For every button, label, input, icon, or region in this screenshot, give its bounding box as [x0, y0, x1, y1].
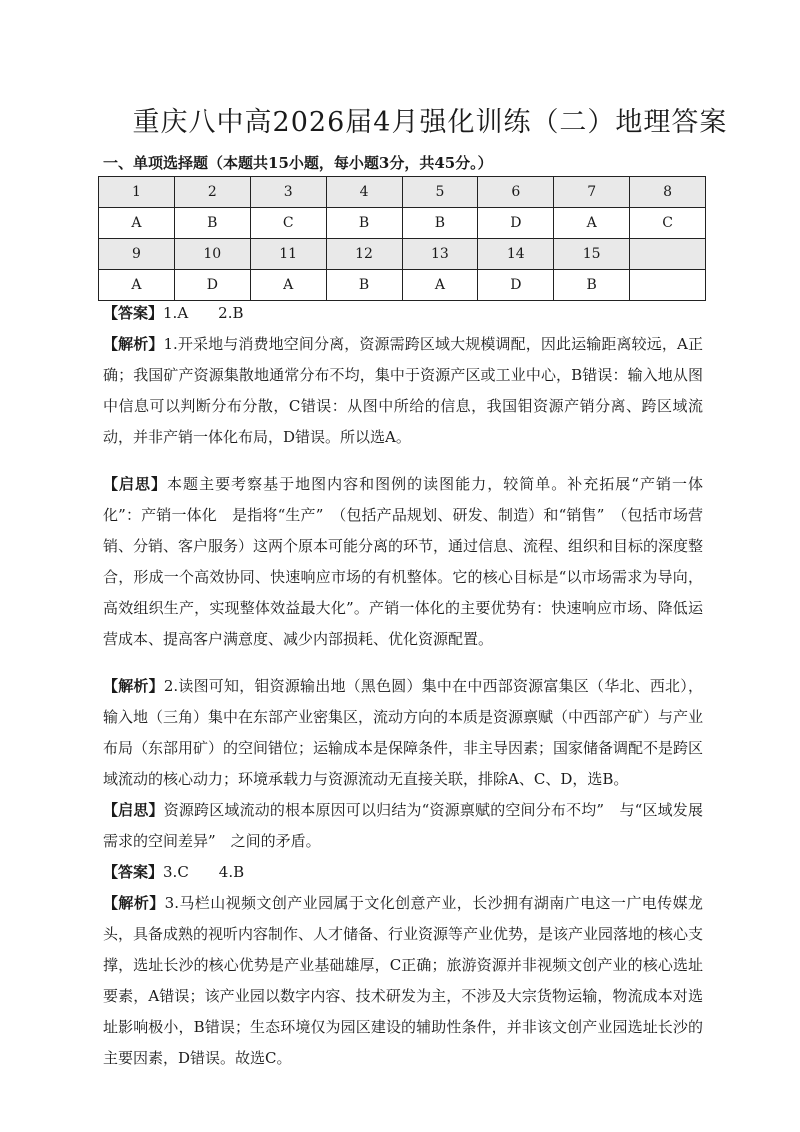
analysis-text: 1.开采地与消费地空间分离，资源需跨区域大规模调配，因此运输距离较远，A正确；我国矿产资源集散地通常分布不均，集中于资源产区或工业中心，B错误：输入地从图中信息可以判断分布分散，C错误：从图中所给的信息，我国钼资源产销分离、跨区域流动，并非产销一体化布局，D错误。所以选A。 — [103, 335, 703, 446]
answer-cell: B — [326, 208, 402, 239]
answer-cell — [630, 270, 706, 301]
answer-text: 3.C 4.B — [163, 863, 245, 881]
answer-cell: B — [554, 270, 630, 301]
answer-table-number-row — [99, 177, 706, 208]
insight-text: 资源跨区域流动的根本原因可以归结为“资源禀赋的空间分布不均” 与“区域发展需求的空间差异” 之间的矛盾。 — [103, 801, 703, 850]
question-number: 9 — [99, 239, 175, 270]
answer-table-answer-row — [99, 270, 706, 301]
question-number: 1 — [99, 177, 175, 208]
insight-paragraph — [103, 469, 703, 655]
analysis-tag: 【解析】 — [103, 894, 165, 912]
question-number: 7 — [554, 177, 630, 208]
question-number: 13 — [402, 239, 478, 270]
section-heading: 一、单项选择题（本题共15小题，每小题3分，共45分。） — [103, 154, 493, 172]
analysis-tag: 【解析】 — [103, 335, 164, 353]
answer-cell: A — [554, 208, 630, 239]
answer-table-number-row — [99, 239, 706, 270]
question-number — [630, 239, 706, 270]
answer-cell: B — [174, 208, 250, 239]
analysis-paragraph — [103, 888, 703, 1074]
answer-line — [103, 857, 703, 888]
analysis-tag: 【解析】 — [103, 677, 164, 695]
insight-paragraph — [103, 795, 703, 857]
answer-text: 1.A 2.B — [163, 304, 244, 322]
answer-line — [103, 298, 703, 329]
answer-cell: A — [250, 270, 326, 301]
answer-cell: C — [630, 208, 706, 239]
answer-cell: A — [99, 270, 175, 301]
question-number: 10 — [174, 239, 250, 270]
question-number: 8 — [630, 177, 706, 208]
answer-cell: D — [478, 208, 554, 239]
answer-cell: D — [174, 270, 250, 301]
answer-table-answer-row — [99, 208, 706, 239]
answer-tag: 【答案】 — [103, 304, 164, 322]
answer-cell: C — [250, 208, 326, 239]
answer-cell: A — [402, 270, 478, 301]
answer-tag: 【答案】 — [103, 863, 164, 881]
question-number: 2 — [174, 177, 250, 208]
insight-tag: 【启思】 — [103, 801, 164, 819]
question-number: 6 — [478, 177, 554, 208]
question-number: 11 — [250, 239, 326, 270]
question-number: 3 — [250, 177, 326, 208]
question-number: 12 — [326, 239, 402, 270]
answer-cell: A — [99, 208, 175, 239]
analysis-paragraph — [103, 671, 703, 795]
answer-body — [103, 298, 703, 1074]
analysis-text: 2.读图可知，钼资源输出地（黑色圆）集中在中西部资源富集区（华北、西北），输入地（三角）集中在东部产业密集区，流动方向的本质是资源禀赋（中西部产矿）与产业布局（东部用矿）的空间错位；运输成本是保障条件，非主导因素；国家储备调配不是跨区域流动的核心动力；环境承载力与资源流动无直接关联，排除A、C、D，选B。 — [103, 677, 704, 788]
question-number: 15 — [554, 239, 630, 270]
insight-text: 本题主要考察基于地图内容和图例的读图能力，较简单。补充拓展“产销一体化”：产销一体化 是指将“生产” （包括产品规划、研发、制造）和“销售” （包括市场营销、分销、客户服务）这两个原本可能分离的环节，通过信息、流程、组织和目标的深度整合，形成一个高效协同、快速响应市场的有机整体。它的核心目标是“以市场需求为导向，高效组织生产，实现整体效益最大化”。产销一体化的主要优势有：快速响应市场、降低运营成本、提高客户满意度、减少内部损耗、优化资源配置。 — [103, 475, 704, 648]
question-number: 14 — [478, 239, 554, 270]
question-number: 5 — [402, 177, 478, 208]
analysis-text: 3.马栏山视频文创产业园属于文化创意产业，长沙拥有湖南广电这一广电传媒龙头，具备成熟的视听内容制作、人才储备、行业资源等产业优势，是该产业园落地的核心支撑，选址长沙的核心优势是产业基础雄厚，C正确；旅游资源并非视频文创产业的核心选址要素，A错误；该产业园以数字内容、技术研发为主，不涉及大宗货物运输，物流成本对选址影响极小，B错误；生态环境仅为园区建设的辅助性条件，并非该文创产业园选址长沙的主要因素，D错误。故选C。 — [103, 894, 704, 1067]
answer-cell: D — [478, 270, 554, 301]
analysis-paragraph — [103, 329, 703, 453]
answer-cell: B — [402, 208, 478, 239]
answer-table — [98, 176, 706, 301]
question-number: 4 — [326, 177, 402, 208]
page-title: 重庆八中高2026届4月强化训练（二）地理答案 — [132, 107, 728, 138]
insight-tag: 【启思】 — [103, 475, 168, 493]
answer-cell: B — [326, 270, 402, 301]
